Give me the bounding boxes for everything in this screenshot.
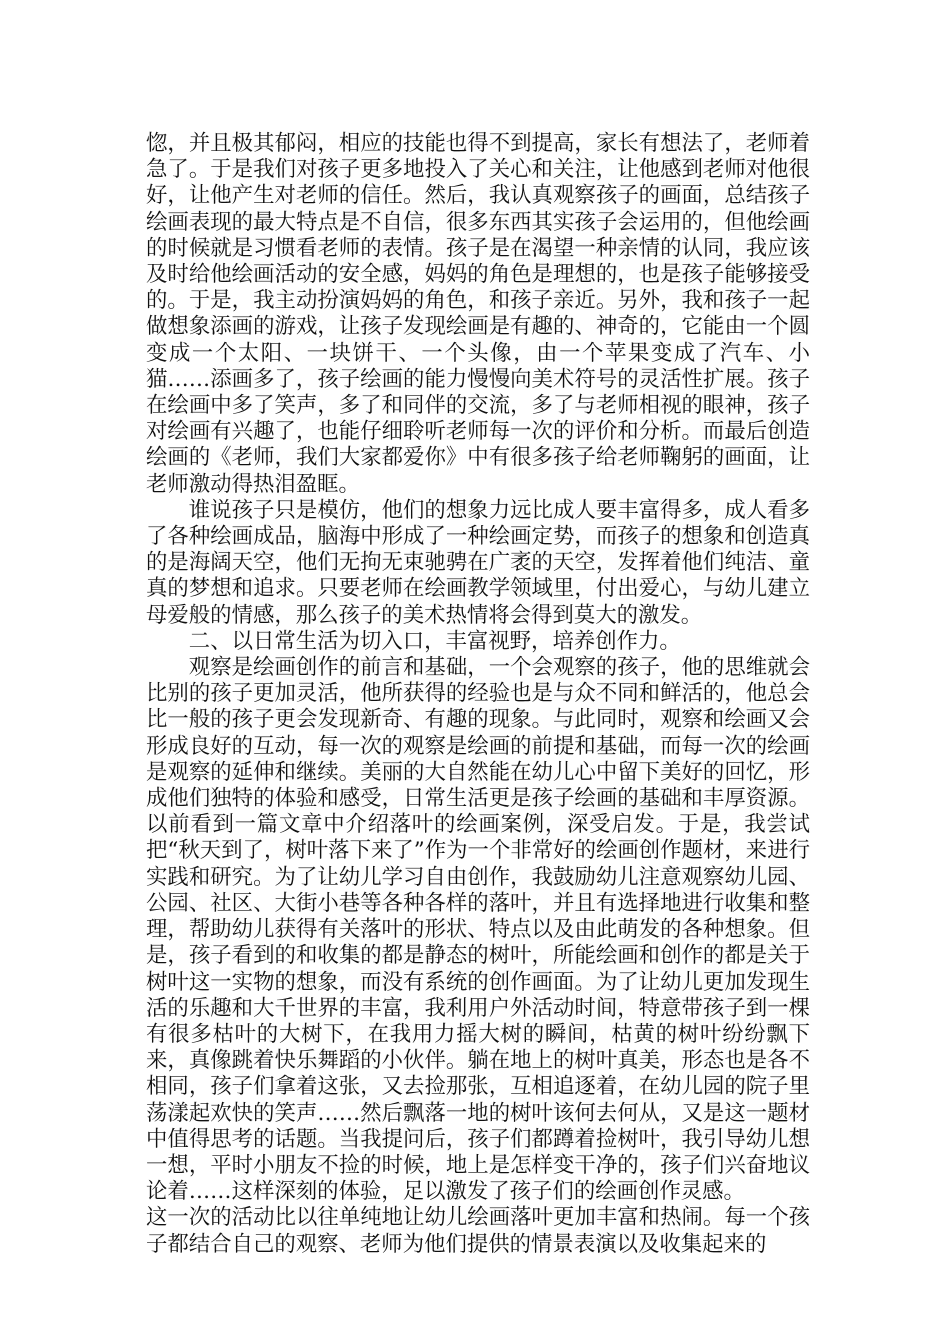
paragraph-2: 谁说孩子只是模仿，他们的想象力远比成人要丰富得多，成人看多了各种绘画成品，脑海中形成了一种绘画定势，而孩子的想象和创造真的是海阔天空，他们无拘无束驰骋在广袤的天空，发挥着他们纯洁、童真的梦想和追求。只要老师在绘画教学领域里，付出爱心，与幼儿建立母爱般的情感，那么孩子的美术热情将会得到莫大的激发。	[146, 497, 810, 628]
section-heading: 二、以日常生活为切入口，丰富视野，培养创作力。	[188, 628, 681, 654]
paragraph-3: 观察是绘画创作的前言和基础，一个会观察的孩子，他的思维就会比别的孩子更加灵活，他所获得的经验也是与众不同和鲜活的，他总会比一般的孩子更会发现新奇、有趣的现象。与此同时，观察和绘画又会形成良好的互动，每一次的观察是绘画的前提和基础，而每一次的绘画是观察的延伸和继续。美丽的大自然能在幼儿心中留下美好的回忆，形成他们独特的体验和感受，日常生活更是孩子绘画的基础和丰厚资源。以前看到一篇文章中介绍落叶的绘画案例，深受启发。于是，我尝试把“秋天到了，树叶落下来了”作为一个非常好的绘画创作题材，来进行实践和研究。为了让幼儿学习自由创作，我鼓励幼儿注意观察幼儿园、公园、社区、大街小巷等各种各样的落叶，并且有选择地进行收集和整理，帮助幼儿获得有关落叶的形状、特点以及由此萌发的各种想象。但是，孩子看到的和收集的都是静态的树叶，所能绘画和创作的都是关于树叶这一实物的想象，而没有系统的创作画面。为了让幼儿更加发现生活的乐趣和大千世界的丰富，我利用户外活动时间，特意带孩子到一棵有很多枯叶的大树下，在我用力摇大树的瞬间，枯黄的树叶纷纷飘下来，真像跳着快乐舞蹈的小伙伴。躺在地上的树叶真美，形态也是各不相同，孩子们拿着这张，又去捡那张，互相追逐着，在幼儿园的院子里荡漾起欢快的笑声……然后飘落一地的树叶该何去何从，又是这一题材中值得思考的话题。当我提问后，孩子们都蹲着捡树叶，我引导幼儿想一想，平时小朋友不捡的时候，地上是怎样变干净的，孩子们兴奋地议论着……这样深刻的体验，足以激发了孩子们的绘画创作灵感。	[146, 655, 810, 1205]
paragraph-1: 惚，并且极其郁闷，相应的技能也得不到提高，家长有想法了，老师着急了。于是我们对孩子更多地投入了关心和关注，让他感到老师对他很好，让他产生对老师的信任。然后，我认真观察孩子的画面，总结孩子绘画表现的最大特点是不自信，很多东西其实孩子会运用的，但他绘画的时候就是习惯看老师的表情。孩子是在渴望一种亲情的认同，我应该及时给他绘画活动的安全感，妈妈的角色是理想的，也是孩子能够接受的。于是，我主动扮演妈妈的角色，和孩子亲近。另外，我和孩子一起做想象添画的游戏，让孩子发现绘画是有趣的、神奇的，它能由一个圆变成一个太阳、一块饼干、一个头像，由一个苹果变成了汽车、小猫……添画多了，孩子绘画的能力慢慢向美术符号的灵活性扩展。孩子在绘画中多了笑声，多了和同伴的交流，多了与老师相视的眼神，孩子对绘画有兴趣了，也能仔细聆听老师每一次的评价和分析。而最后创造绘画的《老师，我们大家都爱你》中有很多孩子给老师鞠躬的画面，让老师激动得热泪盈眶。	[146, 131, 810, 497]
document-page	[146, 131, 810, 1258]
paragraph-4: 这一次的活动比以往单纯地让幼儿绘画落叶更加丰富和热闹。每一个孩子都结合自己的观察、老师为他们提供的情景表演以及收集起来的	[146, 1205, 810, 1257]
